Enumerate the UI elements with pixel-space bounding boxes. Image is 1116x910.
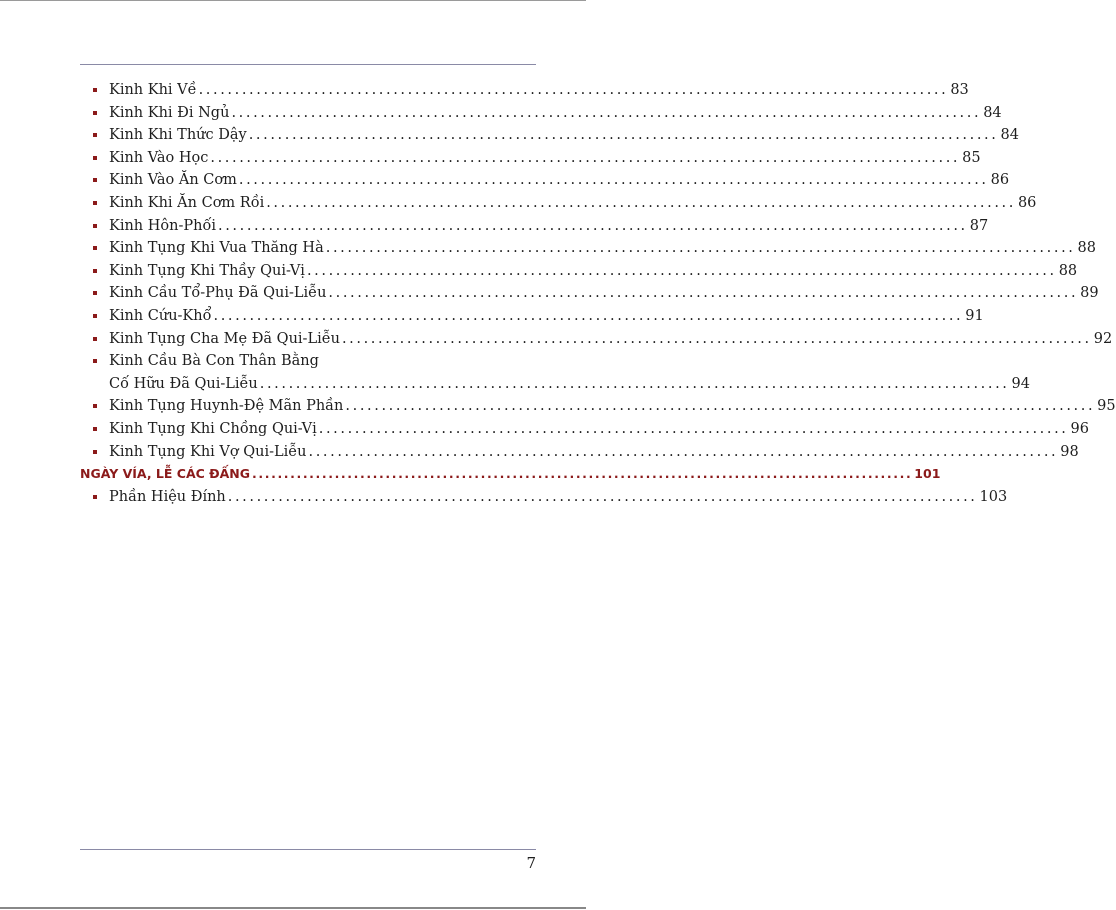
dot-leader: ........................................................................................................ [308, 443, 1059, 460]
toc-entry-title: Phần Hiệu Đính [109, 488, 226, 505]
dot-leader: ........................................................................................................ [325, 240, 1076, 257]
toc-section-page: 101 [914, 466, 941, 482]
bullet-icon [93, 314, 97, 318]
toc-entry-page: 89 [1080, 285, 1099, 302]
toc-entry-title: Kinh Tụng Khi Vua Thăng Hà [109, 240, 324, 257]
toc-entry-page: 86 [1017, 194, 1037, 211]
toc-entry[interactable] [80, 237, 1096, 260]
dot-leader: ........................................................................................................ [248, 127, 999, 144]
footer-rule [80, 849, 536, 850]
toc-entry[interactable] [80, 147, 981, 170]
dot-leader: ........................................................................................................ [210, 149, 961, 166]
dot-leader: ........................................................................................................ [345, 398, 1096, 415]
bullet-icon [93, 111, 97, 115]
toc-entry-title: Kinh Hôn-Phối [109, 217, 216, 234]
toc-entry-page: 84 [983, 104, 1002, 121]
toc-entry-title: Kinh Tụng Huynh-Đệ Mãn Phần [109, 398, 344, 415]
page-frame-bottom [0, 907, 586, 909]
toc-entry[interactable] [80, 282, 1099, 305]
toc-entry-page: 94 [1011, 375, 1030, 392]
dot-leader: ........................................................................................................ [198, 82, 949, 98]
bullet-icon [93, 133, 97, 137]
toc-entry-title: Kinh Khi Đi Ngủ [109, 104, 230, 121]
bullet-icon [93, 291, 97, 295]
toc-entry-page: 96 [1070, 420, 1089, 437]
dot-leader: ........................................................................................................ [231, 104, 982, 121]
bullet-icon [93, 450, 97, 454]
dot-leader: ........................................................................................................ [227, 488, 978, 505]
dot-leader: ........................................................................................................ [213, 307, 964, 324]
bullet-icon [93, 88, 97, 92]
dot-leader: ........................................................................................................ [259, 375, 1010, 392]
toc-entry[interactable] [80, 169, 1010, 192]
dot-leader: ........................................................................................................ [341, 330, 1092, 347]
page-frame-top [0, 0, 586, 1]
toc-entry-title-line1: Kinh Cầu Bà Con Thân Bằng [109, 353, 319, 370]
dot-leader: ........................................................................................................ [238, 172, 989, 189]
toc-entry-title: Kinh Khi Thức Dậy [109, 127, 247, 144]
toc-entry-title: Kinh Vào Học [109, 149, 209, 166]
toc-entry[interactable] [80, 192, 1037, 215]
toc-entry-title: Kinh Tụng Khi Chồng Qui-Vị [109, 420, 317, 437]
bullet-icon [93, 337, 97, 341]
bullet-icon [93, 427, 97, 431]
toc-entry-page: 88 [1058, 262, 1078, 279]
toc-entry-page: 85 [962, 149, 981, 166]
toc-entry-page: 87 [969, 217, 989, 234]
bullet-icon [93, 404, 97, 408]
bullet-icon [93, 359, 97, 363]
toc-entry[interactable] [80, 441, 1079, 464]
bullet-icon [93, 201, 97, 205]
toc-entry[interactable] [80, 305, 984, 328]
toc-entry[interactable] [80, 215, 989, 238]
bullet-icon [93, 269, 97, 273]
bullet-icon [93, 495, 97, 499]
toc-entry-page: 88 [1077, 240, 1096, 257]
toc-entry[interactable] [80, 486, 1008, 509]
toc-entry-page: 95 [1097, 398, 1116, 415]
toc-entry-multiline[interactable] [80, 350, 1030, 395]
toc-entry-page: 84 [1000, 127, 1019, 144]
dot-leader: ........................................................................................................ [318, 420, 1069, 437]
toc-entry[interactable] [80, 102, 1002, 125]
bullet-icon [93, 156, 97, 160]
toc-entry-title: Kinh Vào Ăn Cơm [109, 172, 237, 189]
toc-entry[interactable] [80, 79, 969, 102]
dot-leader: ........................................................................................................ [252, 466, 913, 482]
toc-entry[interactable] [80, 328, 1113, 351]
header-rule [80, 64, 536, 65]
toc-entry-title: Kinh Cầu Tổ-Phụ Đã Qui-Liễu [109, 285, 327, 302]
bullet-icon [93, 178, 97, 182]
toc-entry-page: 98 [1060, 443, 1079, 460]
toc-entry-title: Kinh Cứu-Khổ [109, 307, 212, 324]
dot-leader: ........................................................................................................ [328, 285, 1079, 302]
toc-entry-page: 103 [979, 488, 1008, 505]
toc-entry-title: Kinh Khi Ăn Cơm Rồi [109, 194, 265, 211]
toc-section-title: NGÀY VÍA, LỄ CÁC ĐẤNG [80, 466, 251, 482]
toc-entry-page: 92 [1093, 330, 1113, 347]
bullet-icon [93, 224, 97, 228]
toc-entry-page: 83 [950, 82, 969, 98]
toc-entry-title: Kinh Tụng Cha Mẹ Đã Qui-Liễu [109, 330, 340, 347]
toc-section-heading[interactable] [80, 463, 941, 486]
dot-leader: ........................................................................................................ [217, 217, 968, 234]
toc-entry-page: 91 [965, 307, 984, 324]
toc-entry[interactable] [80, 260, 1078, 283]
page-number: 7 [526, 854, 536, 872]
toc-entry-title-line2-row [80, 373, 1030, 396]
toc-entry[interactable] [80, 124, 1019, 147]
toc-entry-title-line2: Cố Hữu Đã Qui-Liễu [109, 375, 258, 392]
toc-entry[interactable] [80, 395, 1116, 418]
toc-entry-page: 86 [990, 172, 1010, 189]
table-of-contents [80, 79, 1116, 508]
toc-entry[interactable] [80, 418, 1089, 441]
dot-leader: ........................................................................................................ [266, 194, 1016, 211]
toc-entry-title: Kinh Tụng Khi Vợ Qui-Liễu [109, 443, 307, 460]
bullet-icon [93, 246, 97, 250]
toc-entry-title: Kinh Khi Về [109, 82, 197, 98]
dot-leader: ........................................................................................................ [306, 262, 1057, 279]
toc-entry-title: Kinh Tụng Khi Thầy Qui-Vị [109, 262, 305, 279]
